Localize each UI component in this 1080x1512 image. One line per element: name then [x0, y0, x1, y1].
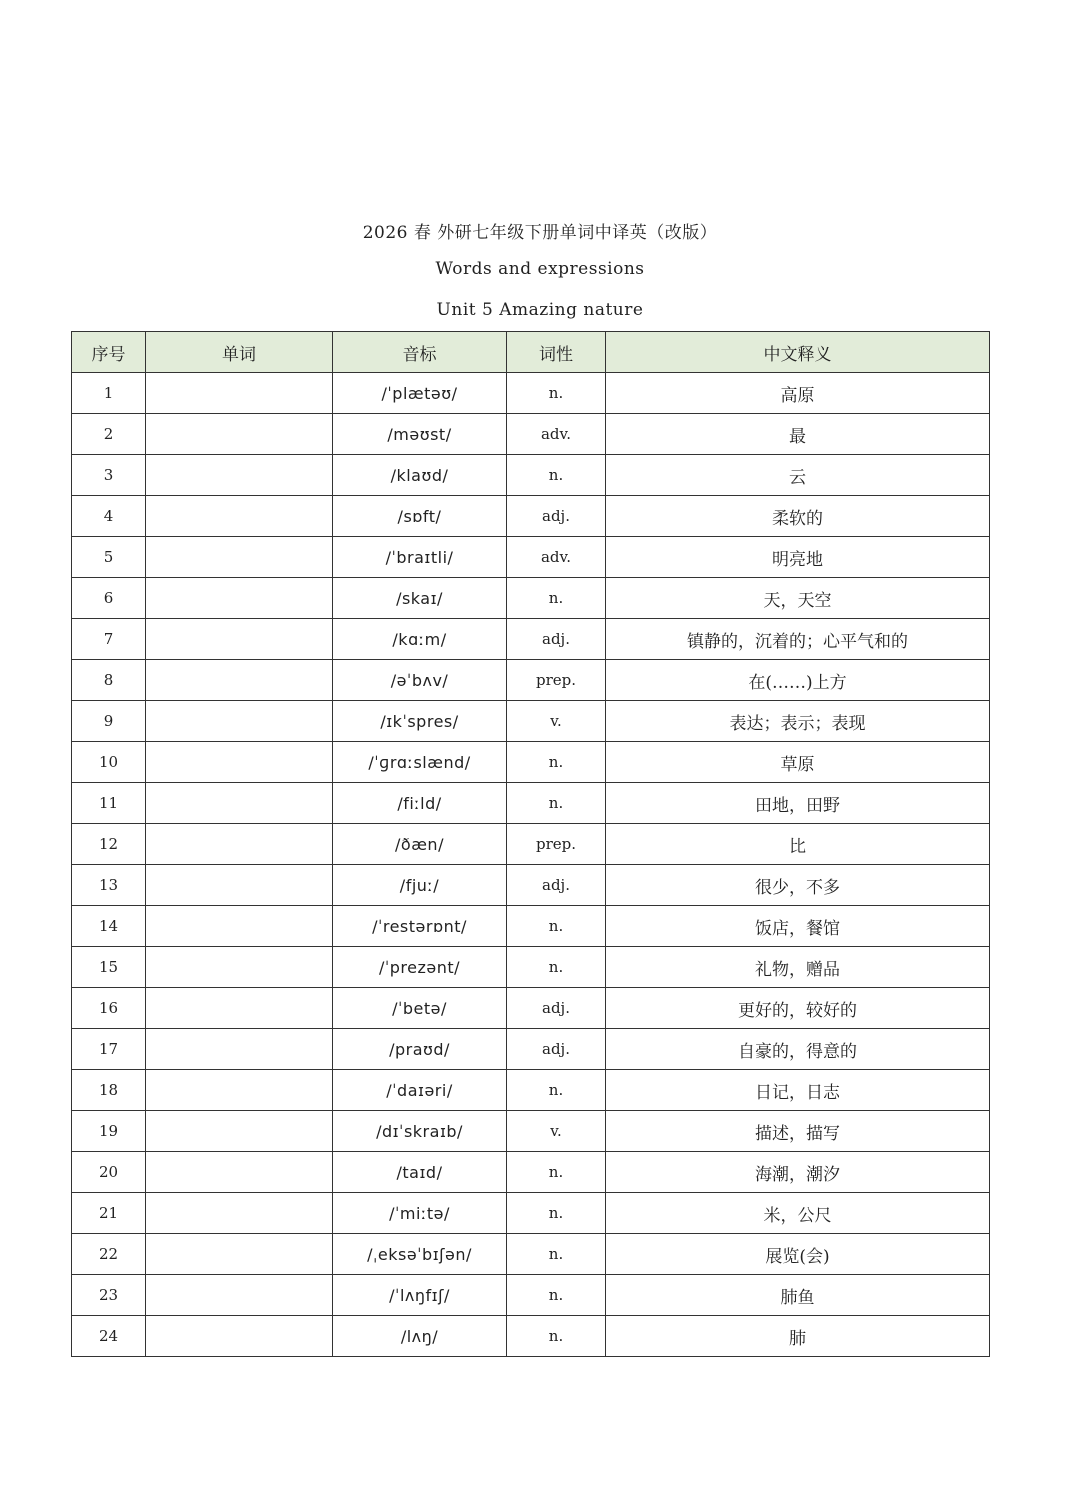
part-of-speech-cell: adv.: [507, 537, 606, 578]
row-number: 7: [72, 619, 146, 660]
word-blank-cell: [146, 1152, 333, 1193]
phonetic-cell: /skaɪ/: [333, 578, 507, 619]
vocabulary-table: [71, 331, 990, 1357]
phonetic-cell: /fiːld/: [333, 783, 507, 824]
chinese-meaning-cell: 日记，日志: [606, 1070, 990, 1111]
part-of-speech-cell: v.: [507, 1111, 606, 1152]
column-header-word: 单词: [146, 332, 333, 373]
chinese-meaning-cell: 米，公尺: [606, 1193, 990, 1234]
table-row: [72, 824, 990, 865]
table-row: [72, 496, 990, 537]
chinese-meaning-cell: 自豪的，得意的: [606, 1029, 990, 1070]
word-blank-cell: [146, 1234, 333, 1275]
row-number: 3: [72, 455, 146, 496]
chinese-meaning-cell: 描述，描写: [606, 1111, 990, 1152]
phonetic-cell: /məʊst/: [333, 414, 507, 455]
chinese-meaning-cell: 饭店，餐馆: [606, 906, 990, 947]
chinese-meaning-cell: 表达；表示；表现: [606, 701, 990, 742]
phonetic-cell: /klaʊd/: [333, 455, 507, 496]
part-of-speech-cell: n.: [507, 783, 606, 824]
word-blank-cell: [146, 947, 333, 988]
table-row: [72, 742, 990, 783]
table-row: [72, 537, 990, 578]
word-blank-cell: [146, 537, 333, 578]
part-of-speech-cell: n.: [507, 373, 606, 414]
chinese-meaning-cell: 展览(会): [606, 1234, 990, 1275]
table-row: [72, 783, 990, 824]
part-of-speech-cell: adj.: [507, 496, 606, 537]
chinese-meaning-cell: 礼物，赠品: [606, 947, 990, 988]
row-number: 23: [72, 1275, 146, 1316]
chinese-meaning-cell: 云: [606, 455, 990, 496]
part-of-speech-cell: prep.: [507, 824, 606, 865]
row-number: 24: [72, 1316, 146, 1357]
word-blank-cell: [146, 988, 333, 1029]
table-row: [72, 906, 990, 947]
section-subtitle: Words and expressions: [435, 259, 645, 279]
part-of-speech-cell: n.: [507, 906, 606, 947]
row-number: 2: [72, 414, 146, 455]
chinese-meaning-cell: 在(……)上方: [606, 660, 990, 701]
row-number: 5: [72, 537, 146, 578]
phonetic-cell: /kɑːm/: [333, 619, 507, 660]
part-of-speech-cell: n.: [507, 1234, 606, 1275]
part-of-speech-cell: v.: [507, 701, 606, 742]
row-number: 6: [72, 578, 146, 619]
phonetic-cell: /fjuː/: [333, 865, 507, 906]
row-number: 22: [72, 1234, 146, 1275]
word-blank-cell: [146, 1316, 333, 1357]
row-number: 20: [72, 1152, 146, 1193]
chinese-meaning-cell: 高原: [606, 373, 990, 414]
part-of-speech-cell: n.: [507, 1193, 606, 1234]
word-blank-cell: [146, 373, 333, 414]
part-of-speech-cell: n.: [507, 1316, 606, 1357]
phonetic-cell: /ðæn/: [333, 824, 507, 865]
part-of-speech-cell: adj.: [507, 865, 606, 906]
word-blank-cell: [146, 578, 333, 619]
row-number: 1: [72, 373, 146, 414]
chinese-meaning-cell: 肺鱼: [606, 1275, 990, 1316]
chinese-meaning-cell: 比: [606, 824, 990, 865]
chinese-meaning-cell: 柔软的: [606, 496, 990, 537]
table-row: [72, 414, 990, 455]
part-of-speech-cell: adv.: [507, 414, 606, 455]
row-number: 17: [72, 1029, 146, 1070]
phonetic-cell: /ˈbetə/: [333, 988, 507, 1029]
table-row: [72, 1029, 990, 1070]
table-row: [72, 1275, 990, 1316]
chinese-meaning-cell: 田地，田野: [606, 783, 990, 824]
table-row: [72, 619, 990, 660]
word-blank-cell: [146, 1029, 333, 1070]
part-of-speech-cell: adj.: [507, 1029, 606, 1070]
phonetic-cell: /ˈlʌŋfɪʃ/: [333, 1275, 507, 1316]
part-of-speech-cell: prep.: [507, 660, 606, 701]
table-row: [72, 1316, 990, 1357]
phonetic-cell: /əˈbʌv/: [333, 660, 507, 701]
row-number: 13: [72, 865, 146, 906]
row-number: 15: [72, 947, 146, 988]
row-number: 9: [72, 701, 146, 742]
word-blank-cell: [146, 1111, 333, 1152]
word-blank-cell: [146, 1193, 333, 1234]
word-blank-cell: [146, 824, 333, 865]
word-blank-cell: [146, 701, 333, 742]
chinese-meaning-cell: 更好的，较好的: [606, 988, 990, 1029]
table-row: [72, 988, 990, 1029]
word-blank-cell: [146, 455, 333, 496]
table-row: [72, 455, 990, 496]
part-of-speech-cell: n.: [507, 1070, 606, 1111]
part-of-speech-cell: n.: [507, 742, 606, 783]
part-of-speech-cell: n.: [507, 455, 606, 496]
table-row: [72, 701, 990, 742]
phonetic-cell: /dɪˈskraɪb/: [333, 1111, 507, 1152]
word-blank-cell: [146, 496, 333, 537]
phonetic-cell: /ˈɡrɑːslænd/: [333, 742, 507, 783]
phonetic-cell: /ɪkˈspres/: [333, 701, 507, 742]
phonetic-cell: /ˈdaɪəri/: [333, 1070, 507, 1111]
table-header-row: [72, 332, 990, 373]
phonetic-cell: /praʊd/: [333, 1029, 507, 1070]
table-row: [72, 1152, 990, 1193]
row-number: 4: [72, 496, 146, 537]
part-of-speech-cell: adj.: [507, 988, 606, 1029]
chinese-meaning-cell: 镇静的，沉着的；心平气和的: [606, 619, 990, 660]
table-row: [72, 947, 990, 988]
phonetic-cell: /taɪd/: [333, 1152, 507, 1193]
chinese-meaning-cell: 天，天空: [606, 578, 990, 619]
row-number: 11: [72, 783, 146, 824]
column-header-part-of-speech: 词性: [507, 332, 606, 373]
part-of-speech-cell: adj.: [507, 619, 606, 660]
table-row: [72, 1111, 990, 1152]
row-number: 12: [72, 824, 146, 865]
table-row: [72, 1070, 990, 1111]
table-row: [72, 1234, 990, 1275]
row-number: 16: [72, 988, 146, 1029]
chinese-meaning-cell: 最: [606, 414, 990, 455]
column-header-phonetic: 音标: [333, 332, 507, 373]
table-row: [72, 660, 990, 701]
chinese-meaning-cell: 肺: [606, 1316, 990, 1357]
column-header-chinese-meaning: 中文释义: [606, 332, 990, 373]
phonetic-cell: /ˈprezənt/: [333, 947, 507, 988]
chinese-meaning-cell: 海潮，潮汐: [606, 1152, 990, 1193]
word-blank-cell: [146, 414, 333, 455]
part-of-speech-cell: n.: [507, 578, 606, 619]
unit-title: Unit 5 Amazing nature: [436, 300, 644, 320]
row-number: 8: [72, 660, 146, 701]
chinese-meaning-cell: 草原: [606, 742, 990, 783]
word-blank-cell: [146, 906, 333, 947]
row-number: 14: [72, 906, 146, 947]
chinese-meaning-cell: 很少，不多: [606, 865, 990, 906]
word-blank-cell: [146, 619, 333, 660]
phonetic-cell: /ˈplætəʊ/: [333, 373, 507, 414]
row-number: 19: [72, 1111, 146, 1152]
phonetic-cell: /ˈrestərɒnt/: [333, 906, 507, 947]
word-blank-cell: [146, 865, 333, 906]
word-blank-cell: [146, 1070, 333, 1111]
word-blank-cell: [146, 742, 333, 783]
phonetic-cell: /sɒft/: [333, 496, 507, 537]
table-row: [72, 865, 990, 906]
row-number: 18: [72, 1070, 146, 1111]
table-row: [72, 1193, 990, 1234]
part-of-speech-cell: n.: [507, 947, 606, 988]
word-blank-cell: [146, 660, 333, 701]
phonetic-cell: /ˈmiːtə/: [333, 1193, 507, 1234]
phonetic-cell: /lʌŋ/: [333, 1316, 507, 1357]
phonetic-cell: /ˈbraɪtli/: [333, 537, 507, 578]
table-row: [72, 578, 990, 619]
document-title: 2026 春 外研七年级下册单词中译英（改版）: [362, 223, 718, 243]
word-blank-cell: [146, 1275, 333, 1316]
table-row: [72, 373, 990, 414]
part-of-speech-cell: n.: [507, 1152, 606, 1193]
row-number: 10: [72, 742, 146, 783]
row-number: 21: [72, 1193, 146, 1234]
word-blank-cell: [146, 783, 333, 824]
chinese-meaning-cell: 明亮地: [606, 537, 990, 578]
part-of-speech-cell: n.: [507, 1275, 606, 1316]
column-header-number: 序号: [72, 332, 146, 373]
phonetic-cell: /ˌeksəˈbɪʃən/: [333, 1234, 507, 1275]
